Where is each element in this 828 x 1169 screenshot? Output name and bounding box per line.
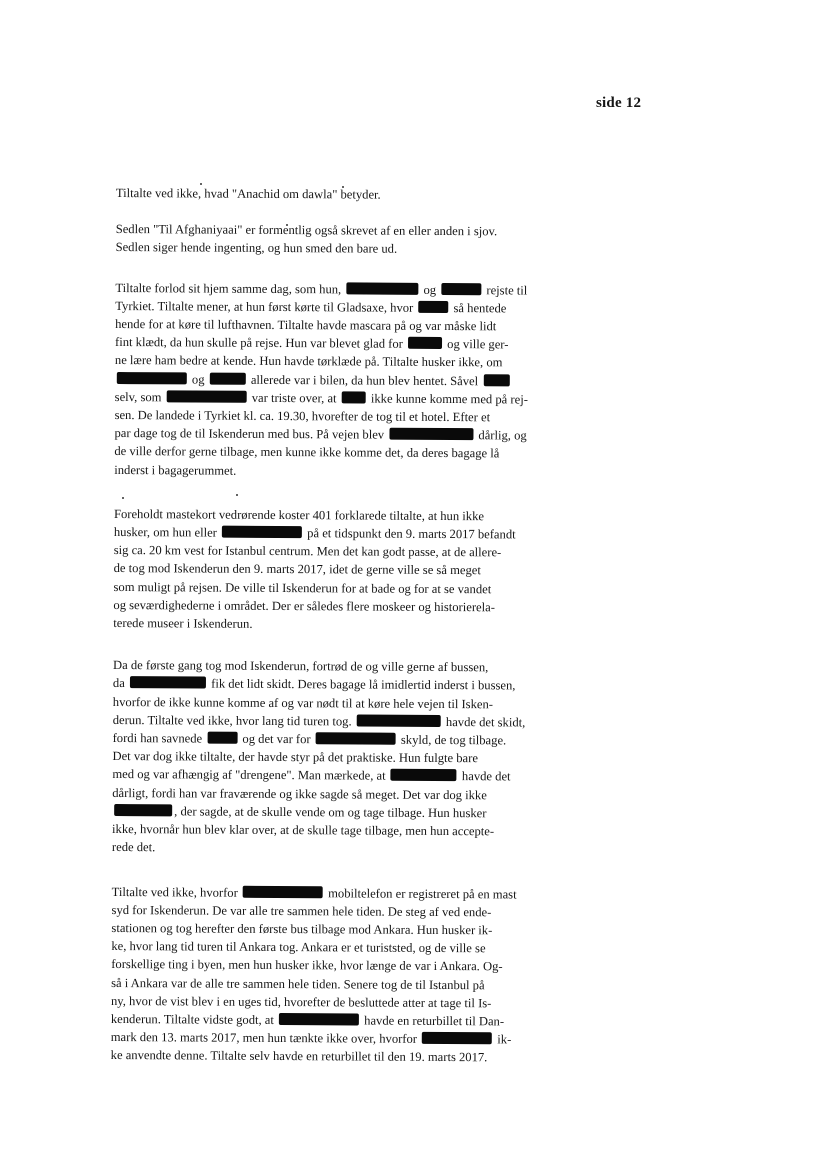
text-line — [112, 820, 586, 841]
redaction-box — [342, 391, 366, 403]
text-line — [111, 1046, 585, 1067]
document-body — [111, 184, 590, 1067]
redaction-box — [389, 428, 473, 441]
page-number: side 12 — [596, 95, 642, 111]
text-segment: , der sagde, at de skulle vende om og tage tilbage. Hun husker — [174, 804, 487, 821]
text-line — [112, 765, 586, 786]
text-segment: de ville derfor gerne tilbage, men kunne ikke komme det, da deres bagage lå — [114, 444, 500, 461]
text-segment: sig ca. 20 km vest for Istanbul centrum. Men det kan godt passe, at de allere- — [113, 543, 502, 560]
redaction-box — [279, 1013, 359, 1025]
text-segment: så hentede — [450, 300, 507, 316]
text-segment: Tiltalte ved ikke, hvorfor — [111, 884, 242, 900]
text-segment: som muligt på rejsen. De ville til Iskenderun for at bade og for at se vandet — [113, 579, 492, 596]
text-segment: og — [420, 282, 440, 297]
text-segment: Sedlen siger hende ingenting, og hun smed den bare ud. — [115, 240, 398, 257]
paragraph — [112, 656, 587, 859]
text-line — [114, 442, 588, 463]
text-segment: rede det. — [111, 840, 156, 855]
text-segment: fik det lidt skidt. Deres bagage lå imidlertid inderst i bussen, — [207, 677, 516, 693]
text-segment: Tiltalte ved ikke, hvad "Anachid om dawla" betyder. — [115, 185, 381, 202]
text-segment: og det var for — [239, 731, 314, 747]
redaction-box — [441, 283, 481, 295]
text-segment: mobiltelefon er registreret på en mast — [324, 885, 517, 901]
text-segment: fint klædt, da hun skulle på rejse. Hun var blevet glad for — [114, 335, 407, 351]
text-segment: mark den 13. marts 2017, men hun tænkte ikke over, hvorfor — [110, 1030, 421, 1046]
text-line — [115, 351, 589, 372]
redaction-box — [408, 337, 442, 349]
text-segment: sen. De landede i Tyrkiet kl. ca. 19.30, hvorefter de tog til et hotel. Efter et — [114, 408, 491, 425]
text-segment: kenderun. Tiltalte vidste godt, at — [110, 1011, 278, 1027]
redaction-box — [418, 301, 448, 313]
text-line — [113, 614, 587, 635]
text-segment: Tiltalte forlod sit hjem samme dag, som hun, — [115, 280, 345, 297]
text-segment: ke anvendte denne. Tiltalte selv havde en returbillet til den 19. marts 2017. — [110, 1048, 488, 1065]
paragraph — [113, 505, 588, 635]
text-segment: og — [188, 372, 208, 387]
text-segment: forskellige ting i byen, men hun husker ikke, hvor længe de var i Ankara. Og- — [111, 957, 503, 974]
text-segment: hvorfor de ikke kunne komme af og var nødt til at køre hele vejen til Isken- — [112, 694, 494, 711]
text-segment: par dage tog de til Iskenderun med bus. På vejen blev — [114, 426, 388, 442]
text-line — [112, 838, 586, 859]
text-segment: allerede var i bilen, da hun blev hentet. Såvel — [247, 372, 482, 388]
redaction-box — [346, 282, 418, 294]
redaction-box — [391, 769, 457, 781]
text-segment: syd for Iskenderun. De var alle tre sammen hele tiden. De steg af ved ende- — [111, 902, 492, 920]
redaction-box — [117, 372, 187, 384]
paragraph — [114, 279, 589, 482]
text-segment: Foreholdt mastekort vedrørende koster 401 forklarede tiltalte, at hun ikke — [113, 506, 485, 524]
text-segment: var triste over, at — [248, 390, 340, 406]
redaction-box — [243, 885, 323, 897]
text-segment: ne lære ham bedre at kende. Hun havde tørklæde på. Tiltalte husker ikke, om — [114, 353, 503, 370]
text-segment: rejste til — [483, 282, 528, 298]
text-segment: Tyrkiet. Tiltalte mener, at hun først kørte til Gladsaxe, hvor — [115, 298, 417, 315]
text-line — [116, 238, 590, 259]
text-segment: på et tidspunkt den 9. marts 2017 befandt — [303, 526, 516, 542]
redaction-box — [114, 804, 172, 816]
text-segment: ik- — [494, 1032, 512, 1047]
text-segment: dårlig, og — [475, 428, 527, 443]
text-segment: skyld, de tog tilbage. — [397, 732, 507, 748]
text-line — [111, 955, 585, 976]
text-segment: Da de første gang tog mod Iskenderun, fortrød de og ville gerne af bussen, — [113, 658, 489, 675]
text-segment: og seværdighederne i området. Der er således flere moskeer og historierela- — [113, 597, 495, 615]
text-segment: ikke kunne komme med på rej- — [367, 391, 528, 407]
text-segment: stationen og tog herefter den første bus tilbage mod Ankara. Hun husker ik- — [111, 920, 493, 938]
text-segment: og ville ger- — [443, 337, 509, 352]
text-segment: havde det skidt, — [442, 714, 526, 730]
redaction-box — [422, 1032, 492, 1044]
text-segment: de tog mod Iskenderun den 9. marts 2017, idet de gerne ville se så meget — [113, 561, 481, 578]
text-segment: derun. Tiltalte ved ikke, hvor lang tid turen tog. — [112, 712, 355, 729]
redaction-box — [207, 732, 237, 744]
text-line — [113, 674, 587, 695]
text-segment: husker, om hun eller — [113, 525, 221, 540]
text-segment: med og var afhængig af "drengene". Man mærkede, at — [112, 767, 389, 784]
text-segment: ny, hvor de vist blev i en uges tid, hvorefter de besluttede atter at tage til Is- — [110, 993, 492, 1011]
text-segment: Sedlen "Til Afghaniyaai" er formentlig også skrevet af en eller anden i sjov. — [115, 222, 498, 239]
text-segment: hende for at køre til lufthavnen. Tiltalte havde mascara på og var måske lidt — [115, 317, 497, 334]
text-line — [114, 461, 588, 482]
paragraph — [116, 220, 590, 259]
text-segment: fordi han savnede — [112, 731, 206, 746]
text-segment: selv, som — [114, 389, 165, 405]
text-segment: ke, hvor lang tid turen til Ankara tog. Ankara er et turiststed, og de ville se — [111, 939, 486, 956]
redaction-box — [483, 374, 509, 386]
redaction-box — [316, 732, 396, 744]
paragraph — [111, 882, 586, 1067]
redaction-box — [167, 390, 247, 402]
text-segment: dårligt, fordi han var fraværende og ikke sagde så meget. Det var dog ikke — [112, 785, 487, 802]
redaction-box — [210, 372, 246, 384]
text-segment: da — [112, 676, 129, 691]
redaction-box — [357, 714, 441, 727]
paragraph — [116, 184, 590, 205]
text-line — [116, 184, 590, 205]
text-segment: inderst i bagagerummet. — [114, 462, 237, 478]
text-segment: terede museer i Iskenderun. — [113, 616, 253, 631]
text-segment: så i Ankara var de alle tre sammen hele tiden. Senere tog de til Istanbul på — [111, 975, 485, 992]
text-segment: Det var dog ikke tiltalte, der havde styr på det praktiske. Hun fulgte bare — [112, 749, 478, 766]
redaction-box — [222, 526, 302, 538]
text-segment: havde en returbillet til Dan- — [361, 1013, 505, 1029]
redaction-box — [130, 677, 206, 689]
text-segment: ikke, hvornår hun blev klar over, at de skulle tage tilbage, men hun accepte- — [112, 822, 495, 839]
text-line — [114, 559, 588, 580]
text-segment: havde det — [458, 769, 511, 784]
